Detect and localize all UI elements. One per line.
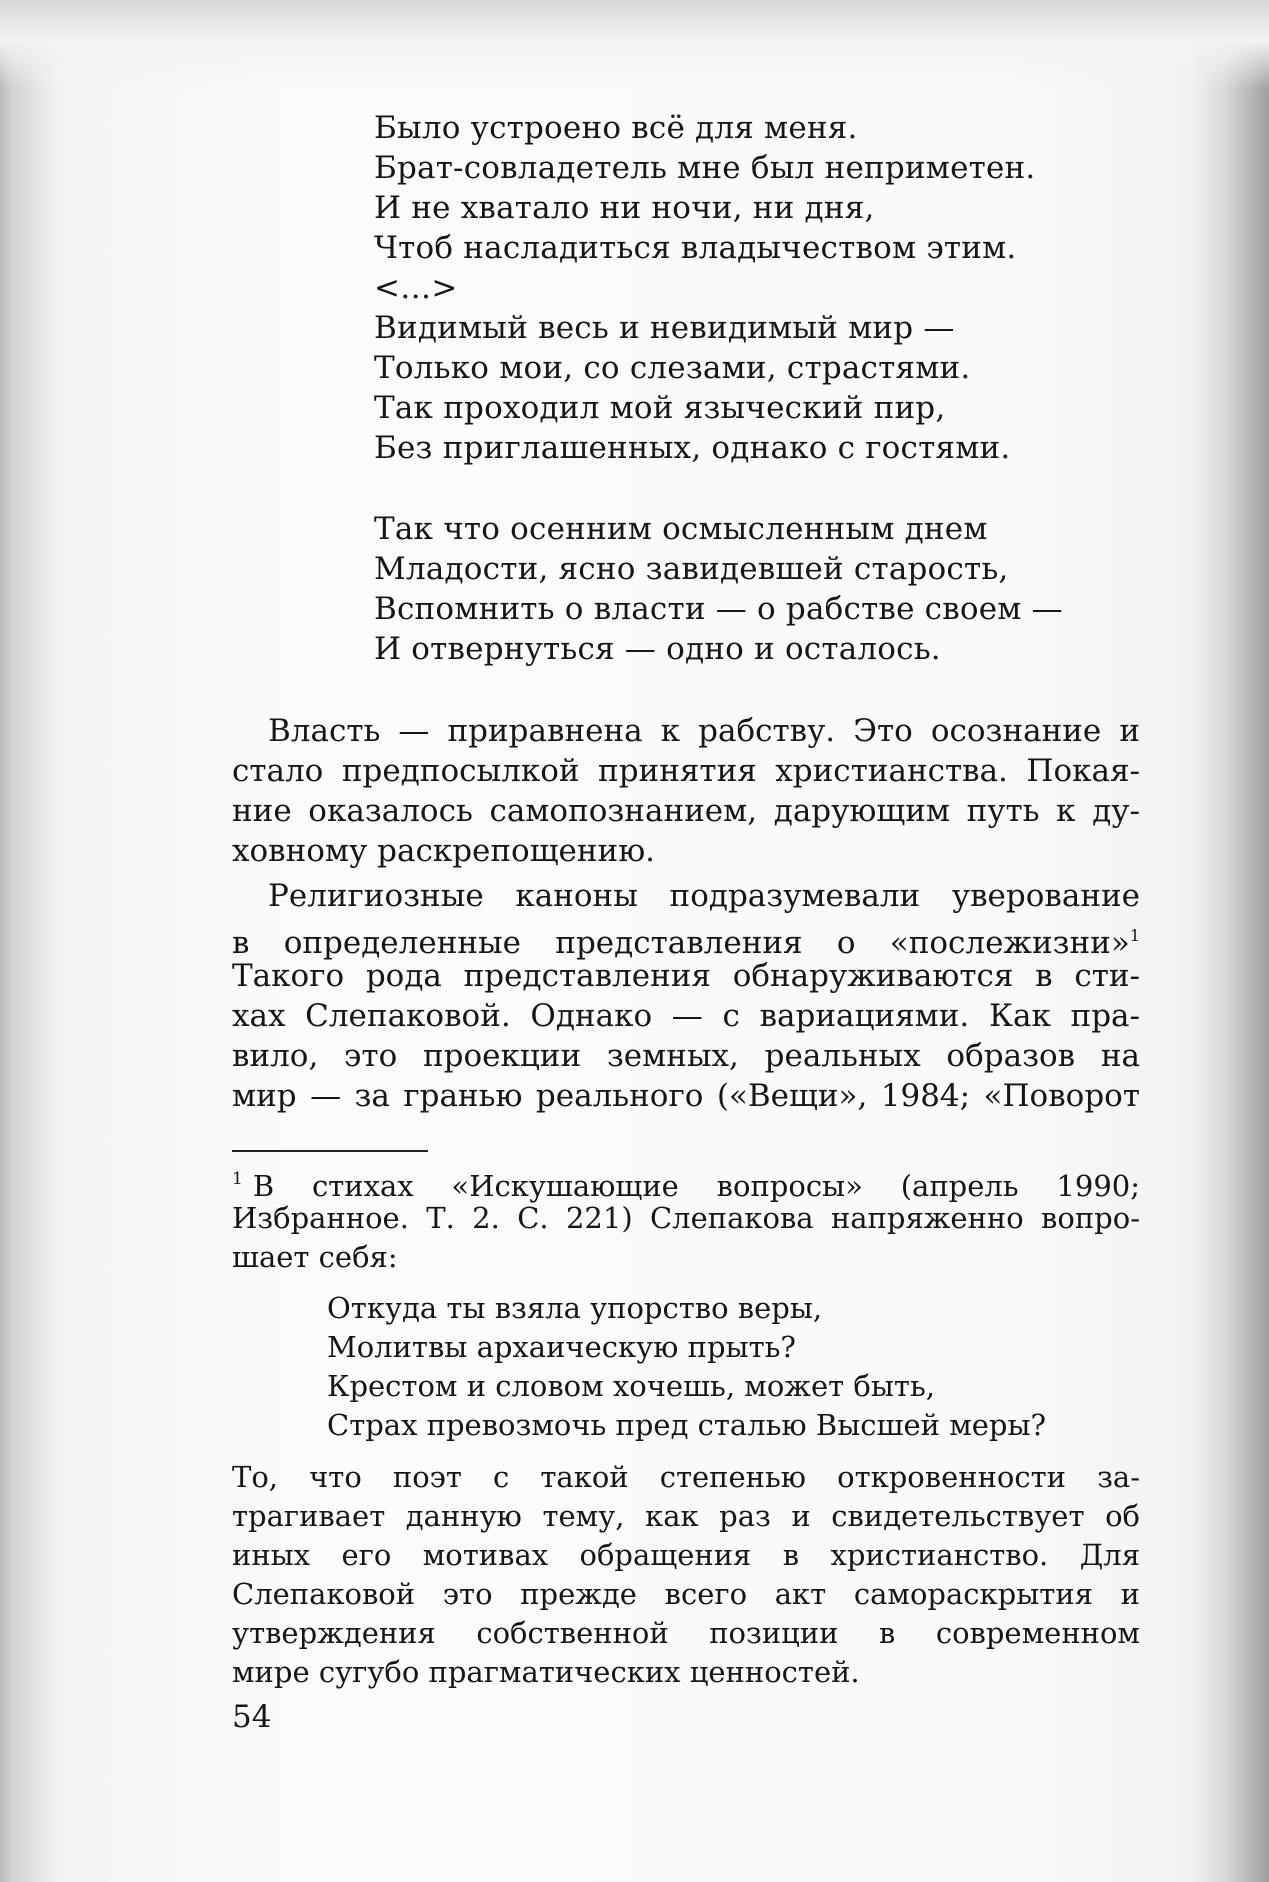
poem-omission-mark: <…> bbox=[374, 270, 458, 306]
poem-line: Чтоб насладиться владычеством этим. bbox=[374, 230, 1017, 266]
footnote-verse-line: Крестом и словом хочешь, может быть, bbox=[327, 1369, 935, 1403]
footnote-line: иных его мотивах обращения в христианство. Для bbox=[232, 1538, 1140, 1572]
poem-line: Младости, ясно завидевшей старость, bbox=[374, 551, 1009, 587]
footnote-line: То, что поэт с такой степенью откровенности за- bbox=[232, 1460, 1140, 1494]
poem-line: Только мои, со слезами, страстями. bbox=[374, 350, 971, 386]
footnote-line-text: В стихах «Искушающие вопросы» (апрель 1990; bbox=[252, 1169, 1140, 1203]
poem-line: Так что осенним осмысленным днем bbox=[374, 511, 988, 547]
paragraph-line: Такого рода представления обнаруживаются в сти- bbox=[232, 958, 1140, 994]
footnote-line: шает себя: bbox=[232, 1240, 398, 1274]
paragraph-line: мир — за гранью реального («Вещи», 1984; «Поворот bbox=[232, 1078, 1140, 1114]
footnote-verse-line: Молитвы архаическую прыть? bbox=[327, 1330, 796, 1364]
poem-line: Без приглашенных, однако с гостями. bbox=[374, 430, 1011, 466]
poem-line: Так проходил мой языческий пир, bbox=[374, 390, 946, 426]
paragraph-line: Религиозные каноны подразумевали уверование bbox=[268, 878, 1140, 914]
footnote-verse-line: Откуда ты взяла упорство веры, bbox=[327, 1291, 823, 1325]
paragraph-line: стало предпосылкой принятия христианства. Покая- bbox=[232, 753, 1140, 789]
poem-line: И не хватало ни ночи, ни дня, bbox=[374, 190, 875, 226]
poem-line: И отвернуться — одно и осталось. bbox=[374, 631, 941, 667]
paragraph-line: Власть — приравнена к рабству. Это осознание и bbox=[268, 713, 1140, 749]
footnote-separator bbox=[232, 1150, 428, 1152]
poem-line: Видимый весь и невидимый мир — bbox=[374, 310, 955, 346]
footnote-verse-line: Страх превозмочь пред сталью Высшей меры? bbox=[327, 1408, 1047, 1442]
paragraph-line-text: в определенные представления о «послежизни» bbox=[232, 925, 1130, 961]
footnote-line: утверждения собственной позиции в современном bbox=[232, 1616, 1140, 1650]
poem-line: Брат-совладетель мне был неприметен. bbox=[374, 150, 1036, 186]
footnote-marker: 1 bbox=[232, 1169, 243, 1189]
paragraph-line: хах Слепаковой. Однако — с вариациями. Как пра- bbox=[232, 998, 1140, 1034]
footnote-line: Избранное. Т. 2. С. 221) Слепакова напряженно вопро- bbox=[232, 1201, 1140, 1235]
poem-line: Было устроено всё для меня. bbox=[374, 110, 858, 146]
footnote-line: мире сугубо прагматических ценностей. bbox=[232, 1655, 860, 1689]
footnote-line: Слепаковой это прежде всего акт самораскрытия и bbox=[232, 1577, 1140, 1611]
footnote-reference: 1 bbox=[1129, 926, 1140, 945]
paragraph-line: ховному раскрепощению. bbox=[232, 833, 656, 869]
page-number: 54 bbox=[232, 1699, 272, 1735]
paragraph-line: ние оказалось самопознанием, дарующим путь к ду- bbox=[232, 793, 1140, 829]
paragraph-line: вило, это проекции земных, реальных образов на bbox=[232, 1038, 1140, 1074]
footnote-line: трагивает данную тему, как раз и свидетельствует об bbox=[232, 1499, 1140, 1533]
poem-line: Вспомнить о власти — о рабстве своем — bbox=[374, 591, 1063, 627]
